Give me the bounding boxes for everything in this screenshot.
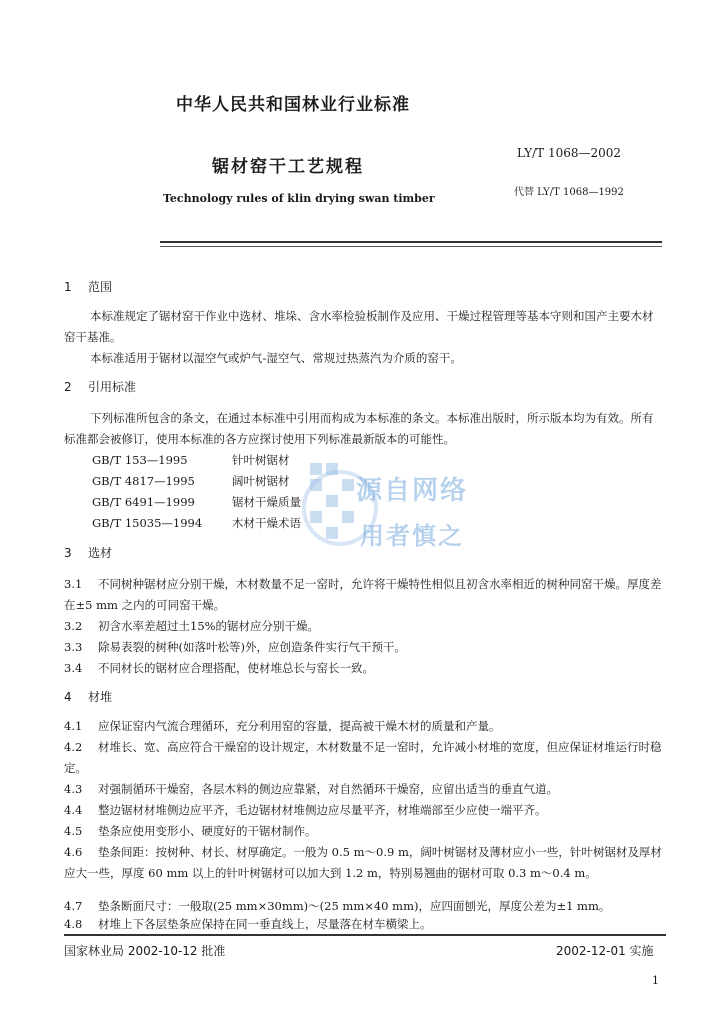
- clause-item: [64, 779, 666, 800]
- clause-text: 材堆长、宽、高应符合干燥窑的设计规定，木材数量不足一窑时，允许减小材堆的宽度，但应保证材堆运行时稳定。: [64, 740, 662, 775]
- clause-number: 3.2: [64, 619, 83, 633]
- section-heading-3: [64, 544, 112, 561]
- clause-number: 4.3: [64, 782, 83, 796]
- clause-number: 4.4: [64, 803, 83, 817]
- ministry-heading: 中华人民共和国林业行业标准: [176, 95, 410, 115]
- section-heading-2: [64, 378, 136, 395]
- reference-name: 锯材干燥质量: [232, 495, 301, 509]
- clause-item: [64, 821, 666, 842]
- footer-rule: [64, 934, 666, 936]
- clause-text: 应保证窑内气流合理循环，充分利用窑的容量，提高被干燥木材的质量和产量。: [98, 719, 501, 733]
- clause-text: 不同材长的锯材应合理搭配，使材堆总长与窑长一致。: [98, 661, 374, 675]
- clause-item: [64, 800, 666, 821]
- watermark-text: 源自网络: [356, 476, 469, 506]
- reference-item: [92, 473, 290, 489]
- clause-number: 3.3: [64, 640, 83, 654]
- reference-code: GB/T 15035—1994: [92, 516, 203, 530]
- reference-item: [92, 515, 301, 531]
- reference-code: GB/T 6491—1999: [92, 495, 195, 509]
- clause-number: 4.8: [64, 917, 83, 931]
- clause-number: 4.6: [64, 845, 83, 859]
- paragraph: 本标准适用于锯材以湿空气或炉气-湿空气、常规过热蒸汽为介质的窑干。: [90, 351, 462, 365]
- section-title: 引用标准: [88, 380, 137, 394]
- paragraph: 下列标准所包含的条文，在通过本标准中引用而构成为本标准的条文。本标准出版时，所示版本均为有效。所有标准都会被修订，使用本标准的各方应探讨使用下列标准最新版本的可能性。: [64, 411, 654, 446]
- clause-number: 3.4: [64, 661, 83, 675]
- clause-item: [64, 842, 666, 884]
- clause-item: [64, 716, 666, 737]
- clause-text: 除易表裂的树种(如落叶松等)外，应创造条件实行气干预干。: [98, 640, 406, 654]
- page-number: 1: [652, 974, 659, 987]
- approval-date: 国家林业局 2002-10-12 批准: [64, 944, 226, 958]
- watermark-text: 用者慎之: [360, 522, 464, 550]
- clause-text: 不同树种锯材应分别干燥，木材数量不足一窑时，允许将干燥特性相似且初含水率相近的树种同窑干燥。厚度差在±5 mm 之内的可同窑干燥。: [64, 577, 662, 612]
- reference-item: [92, 452, 290, 468]
- reference-name: 针叶树锯材: [232, 453, 290, 467]
- clause-item: [64, 914, 666, 935]
- section-title: 选材: [88, 546, 113, 560]
- clause-item: [64, 574, 666, 616]
- section-number: 1: [64, 280, 72, 294]
- standard-code: LY/T 1068—2002: [517, 146, 622, 160]
- section-number: 4: [64, 690, 72, 704]
- document-title-en: Technology rules of klin drying swan timber: [163, 192, 435, 205]
- clause-text: 材堆上下各层垫条应保持在同一垂直线上，尽量落在材车横梁上。: [98, 917, 432, 931]
- clause-text: 垫条间距：按树种、材长、材厚确定。一般为 0.5 m～0.9 m，阔叶树锯材及薄材应小一些，针叶树锯材及厚材应大一些，厚度 60 mm 以上的针叶树锯材可以加大到 1.2 m，特别易翘曲的锯材可取 0.3 m～0.4 m。: [64, 845, 662, 880]
- clause-text: 初含水率差超过土15%的锯材应分别干燥。: [98, 619, 320, 633]
- clause-number: 4.7: [64, 899, 83, 913]
- clause-number: 3.1: [64, 577, 83, 591]
- clause-item: [64, 616, 666, 637]
- clause-number: 4.5: [64, 824, 83, 838]
- section-title: 材堆: [88, 690, 113, 704]
- reference-code: GB/T 4817—1995: [92, 474, 195, 488]
- clause-text: 垫条应使用变形小、硬度好的干锯材制作。: [98, 824, 317, 838]
- section-title: 范围: [88, 280, 113, 294]
- clause-number: 4.2: [64, 740, 83, 754]
- clause-text: 垫条断面尺寸：一般取(25 mm×30mm)～(25 mm×40 mm)，应四面刨光，厚度公差为±1 mm。: [98, 899, 611, 913]
- replaces-note: 代替 LY/T 1068—1992: [514, 187, 624, 198]
- reference-name: 木材干燥术语: [232, 516, 301, 530]
- section-heading-1: [64, 278, 112, 295]
- header-rule-thin: [160, 246, 662, 247]
- clause-text: 整边锯材材堆侧边应平齐，毛边锯材材堆侧边应尽量平齐，材堆端部至少应使一端平齐。: [98, 803, 547, 817]
- reference-code: GB/T 153—1995: [92, 453, 188, 467]
- reference-name: 阔叶树锯材: [232, 474, 290, 488]
- header-rule-thick: [160, 241, 662, 243]
- clause-number: 4.1: [64, 719, 83, 733]
- section-number: 2: [64, 380, 72, 394]
- document-title-cn: 锯材窑干工艺规程: [212, 157, 364, 177]
- implementation-date: 2002-12-01 实施: [556, 944, 654, 958]
- clause-item: [64, 658, 666, 679]
- paragraph: 本标准规定了锯材窑干作业中选材、堆垛、含水率检验板制作及应用、干燥过程管理等基本守则和国产主要木材窑干基准。: [64, 309, 654, 344]
- section-heading-4: [64, 688, 112, 705]
- clause-text: 对强制循环干燥窑，各层木料的侧边应靠紧，对自然循环干燥窑，应留出适当的垂直气道。: [98, 782, 558, 796]
- clause-item: [64, 637, 666, 658]
- clause-item: [64, 737, 666, 779]
- section-number: 3: [64, 546, 72, 560]
- reference-item: [92, 494, 301, 510]
